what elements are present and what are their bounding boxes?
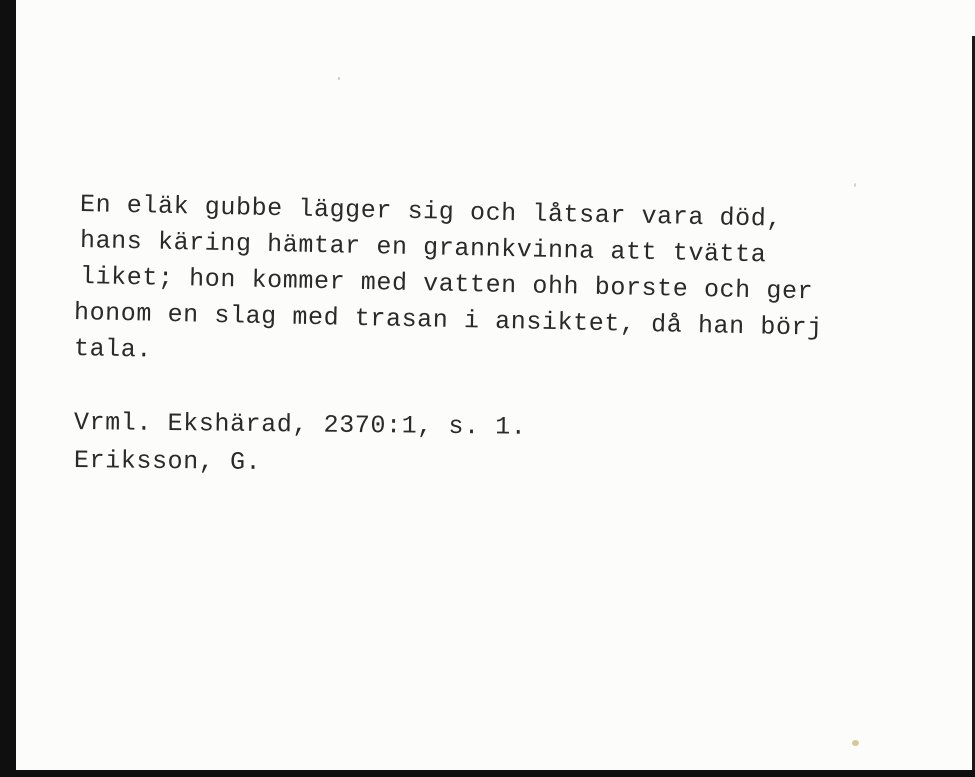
source-reference: Vrml. Ekshärad, 2370:1, s. 1. [73, 408, 527, 442]
paper-speck [852, 740, 859, 746]
description-line-2: hans käring hämtar en grannkvinna att tvätta [79, 226, 767, 270]
description-line-4: honom en slag med trasan i ansiktet, då han börj [73, 298, 824, 343]
author-name: Eriksson, G. [73, 446, 262, 477]
typewritten-text [16, 0, 975, 770]
index-card [16, 0, 975, 770]
description-line-3: liket; hon kommer med vatten ohh borste och ger [79, 262, 814, 307]
description-line-5: tala. [73, 334, 153, 365]
paper-speck [338, 77, 340, 80]
description-line-1: En eläk gubbe lägger sig och låtsar vara död, [79, 190, 783, 234]
paper-speck [854, 183, 856, 187]
scan-border-bottom [0, 770, 975, 777]
